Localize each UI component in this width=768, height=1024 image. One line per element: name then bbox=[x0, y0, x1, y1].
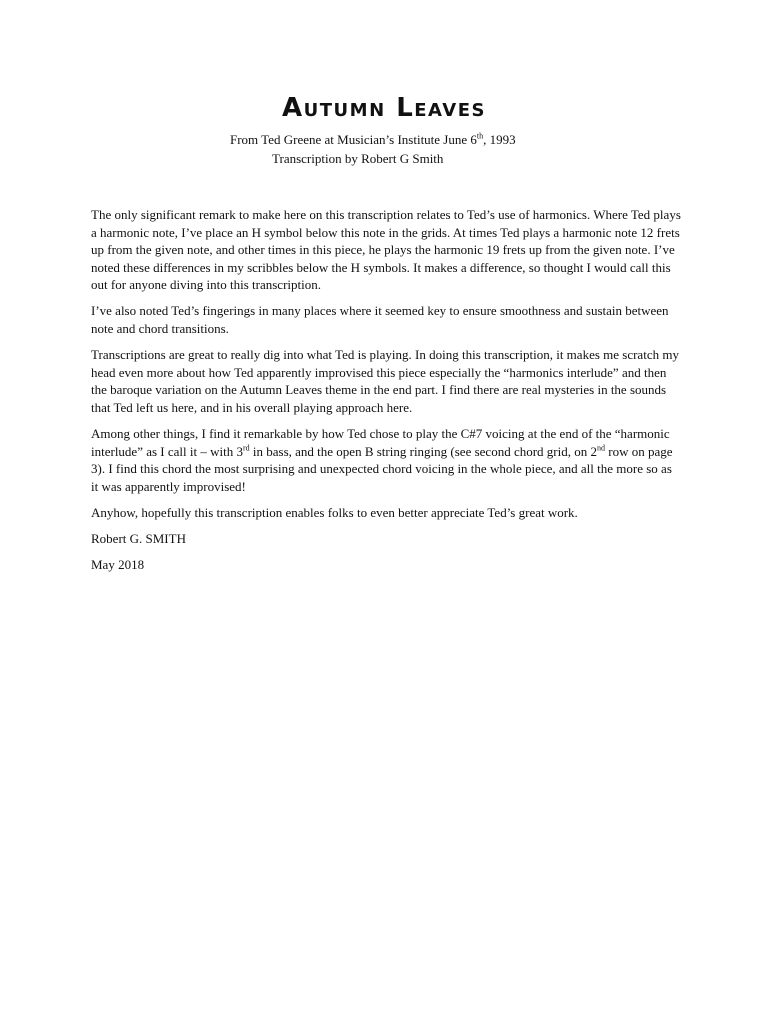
ordinal-suffix-nd: nd bbox=[596, 443, 605, 453]
source-year: , 1993 bbox=[483, 132, 516, 147]
paragraph-closing: Anyhow, hopefully this transcription enables folks to even better appreciate Ted’s great work. bbox=[91, 504, 578, 520]
document-body bbox=[91, 206, 681, 582]
voicing-text-part3: row on page 3). I find this chord the most surprising and unexpected chord voicing in the whole piece, and all the more so as it was apparently improvised! bbox=[91, 443, 673, 494]
paragraph-chord-voicing bbox=[91, 425, 681, 495]
ordinal-suffix: th bbox=[476, 131, 484, 141]
paragraph-transcriptions: Transcriptions are great to really dig into what Ted is playing. In doing this transcription, it makes me scratch my head even more about how Ted apparently improvised this piece especially the “harmonics interlude” and then the baroque variation on the Autumn Leaves theme in the end part. I find there are real mysteries in the sounds that Ted left us here, and in his overall playing approach here. bbox=[91, 347, 679, 415]
signature: Robert G. SMITH bbox=[91, 531, 186, 546]
voicing-text-part2: in bass, and the open B string ringing (see second chord grid, on 2 bbox=[249, 443, 597, 459]
transcriber-line: Transcription by Robert G Smith bbox=[272, 151, 444, 166]
paragraph-harmonics: The only significant remark to make here on this transcription relates to Ted’s use of harmonics. Where Ted plays a harmonic note, I’ve place an H symbol below this note in the grids. At times Ted plays a harmonic note 12 frets up from the given note, and other times in this piece, he plays the harmonic 19 frets up from the given note. I’ve noted these differences in my scribbles below the H symbols. It makes a difference, so thought I would call this out for anyone diving into this transcription. bbox=[91, 207, 681, 293]
paragraph-fingerings: I’ve also noted Ted’s fingerings in many places where it seemed key to ensure smoothness and sustain between note and chord transitions. bbox=[91, 303, 669, 337]
document-date: May 2018 bbox=[91, 557, 145, 573]
source-text: From Ted Greene at Musician’s Institute June 6 bbox=[230, 132, 477, 147]
document-title: Autumn Leaves bbox=[282, 93, 486, 123]
source-line bbox=[230, 132, 516, 148]
ordinal-suffix-rd: rd bbox=[242, 443, 250, 453]
voicing-text-part1: Among other things, I find it remarkable by how Ted chose to play the C#7 voicing at the end of the “harmonic interlude” as I call it – with 3 bbox=[91, 426, 670, 459]
